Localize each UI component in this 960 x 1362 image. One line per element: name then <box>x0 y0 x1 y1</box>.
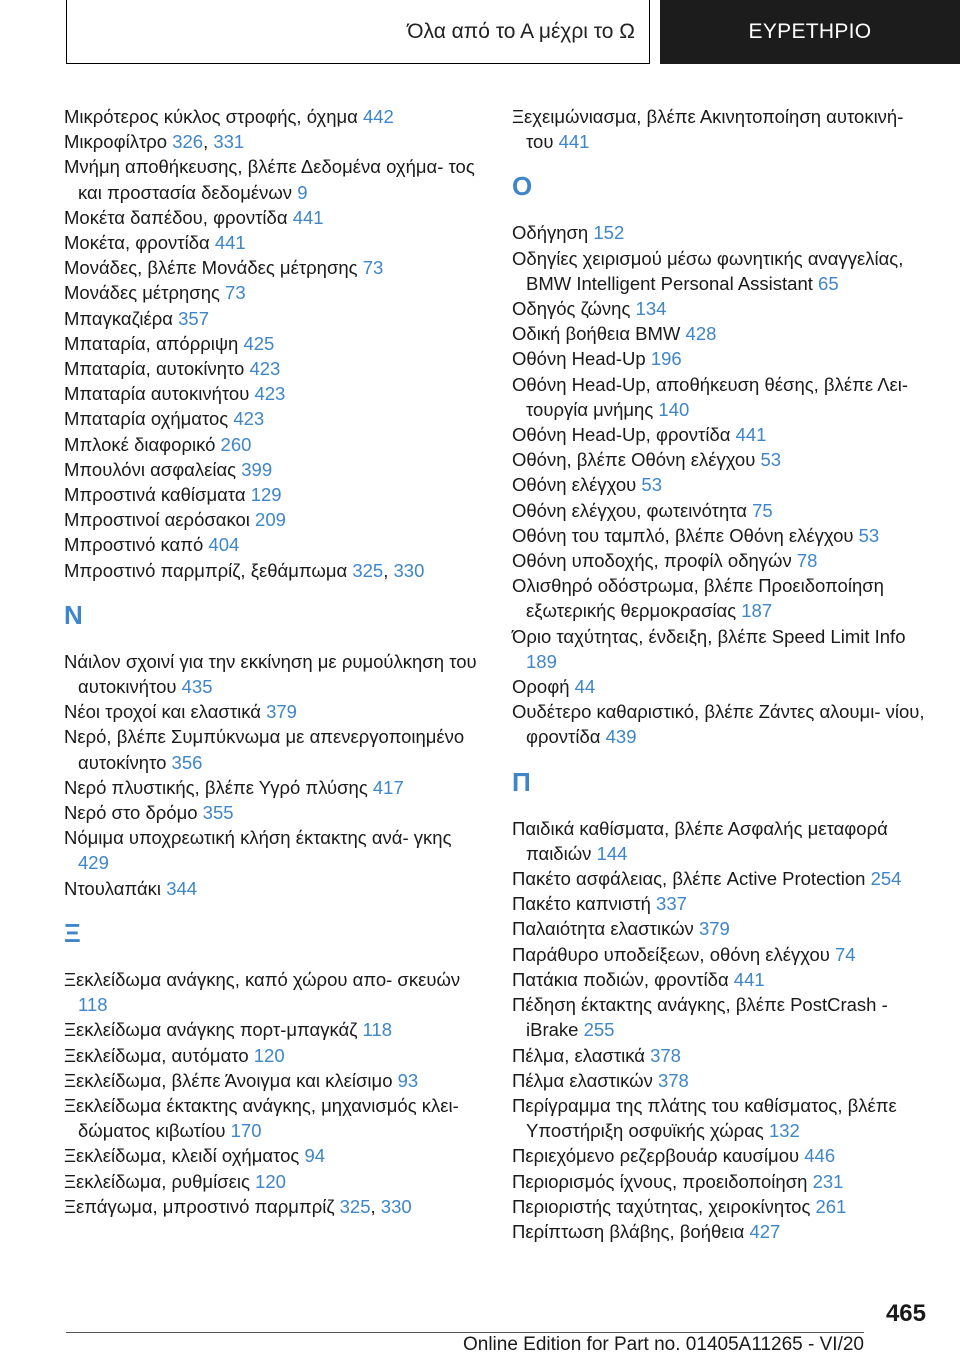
index-entry <box>512 1143 932 1168</box>
index-entry-text: Οθόνη Head-Up <box>512 348 651 370</box>
page-link[interactable]: 187 <box>741 600 773 622</box>
index-entry-text: Οδική βοήθεια BMW <box>512 323 686 345</box>
index-entry-text: Ξεκλείδωμα ανάγκης, καπό χώρου απο- σκευών <box>64 968 461 990</box>
index-entry-text: Οθόνη Head-Up, φροντίδα <box>512 424 736 446</box>
page-link[interactable]: 399 <box>241 458 273 480</box>
index-entry <box>512 866 932 891</box>
index-entry-text: Ξεκλείδωμα, κλειδί οχήματος <box>64 1145 305 1167</box>
index-entry <box>512 573 932 623</box>
page-link[interactable]: 337 <box>656 893 687 915</box>
page-link[interactable]: 53 <box>760 449 782 471</box>
index-letter-heading: Π <box>512 766 531 797</box>
page-link[interactable]: 441 <box>214 232 246 254</box>
index-entry <box>512 447 932 472</box>
index-entry-text: Οθόνη Head-Up, αποθήκευση θέσης, βλέπε Λει- τουργία μνήμης <box>512 373 909 420</box>
index-entry <box>512 624 932 674</box>
page-link[interactable]: 94 <box>304 1145 326 1167</box>
index-entry <box>512 346 932 371</box>
page-link[interactable]: 53 <box>858 524 880 546</box>
index-entry: Μπροστινό παρμπρίζ, ξεθάμπωμα 325, 330 <box>64 559 425 581</box>
index-entry-text: Ξεπάγωμα, μπροστινό παρμπρίζ <box>64 1195 340 1217</box>
index-entry <box>64 1068 484 1093</box>
page-link[interactable]: 189 <box>526 650 557 672</box>
index-entry-text: Νάιλον σχοινί για την εκκίνηση με ρυμούλκηση του αυτοκινήτου <box>64 650 477 698</box>
page-link[interactable]: 379 <box>698 918 730 940</box>
page-link[interactable]: 404 <box>208 534 240 556</box>
index-entry <box>64 457 484 482</box>
page-link[interactable]: 441 <box>733 968 765 990</box>
page-link[interactable]: 331 <box>213 131 245 153</box>
page-link[interactable]: 73 <box>225 282 246 304</box>
index-entry <box>512 321 932 346</box>
page-link[interactable]: 325 <box>352 559 384 581</box>
index-entry-text: Περίπτωση βλάβης, βοήθεια <box>512 1220 750 1242</box>
breadcrumb-label: Όλα από το Α μέχρι το Ω <box>407 19 635 43</box>
index-entry <box>64 432 484 457</box>
page-link[interactable]: 441 <box>735 424 767 446</box>
page-link[interactable]: 344 <box>166 877 198 899</box>
section-tab-label: ΕΥΡΕΤΗΡΙΟ <box>748 20 872 43</box>
index-entry-text: Πατάκια ποδιών, φροντίδα <box>512 968 734 990</box>
index-entry <box>512 1194 932 1219</box>
page-link[interactable]: 152 <box>593 222 625 244</box>
index-entry-text: Οθόνη του ταμπλό, βλέπε Οθόνη ελέγχου <box>512 524 859 546</box>
page-link[interactable]: 73 <box>362 257 384 279</box>
index-entry <box>64 255 484 280</box>
page-link[interactable]: 429 <box>78 852 109 874</box>
page-link[interactable]: 134 <box>635 298 667 320</box>
index-entry <box>64 775 484 800</box>
index-entry <box>512 1169 932 1194</box>
index-entry <box>512 523 932 548</box>
page-link[interactable]: 260 <box>220 433 252 455</box>
index-letter-heading: Ξ <box>64 917 81 948</box>
index-entry-text: Μπροστινό καπό <box>64 534 209 556</box>
index-entry-text: Νερό στο δρόμο <box>64 802 203 824</box>
index-entry-text: Μονάδες, βλέπε Μονάδες μέτρησης <box>64 257 363 279</box>
page-link[interactable]: 118 <box>78 994 108 1016</box>
index-entry-text: Πέλμα, ελαστικά <box>512 1044 651 1066</box>
index-entry <box>512 699 932 749</box>
index-entry <box>512 422 932 447</box>
index-entry <box>64 230 484 255</box>
page-link[interactable]: 170 <box>230 1120 262 1142</box>
page-link[interactable]: 441 <box>558 131 590 153</box>
index-entry-text: Νερό πλυστικής, βλέπε Υγρό πλύσης <box>64 776 373 798</box>
index-entry-text: Ξεχειμώνιασμα, βλέπε Ακινητοποίηση αυτοκινή- του <box>512 106 904 153</box>
page-link[interactable]: 379 <box>266 701 297 723</box>
index-entry <box>64 967 484 1017</box>
index-entry <box>512 372 932 422</box>
page-link[interactable]: 355 <box>202 802 234 824</box>
page-link[interactable]: 118 <box>362 1019 392 1041</box>
index-entry-text: Περιεχόμενο ρεζερβουάρ καυσίμου <box>512 1145 805 1167</box>
page-link[interactable]: 261 <box>815 1195 847 1217</box>
page-link[interactable]: 427 <box>749 1220 781 1242</box>
index-entry <box>512 942 932 967</box>
index-entry-text: Πακέτο καπνιστή <box>512 893 657 915</box>
index-entry-text: Μικρότερος κύκλος στροφής, όχημα <box>64 106 363 127</box>
index-entry-text: Περιοριστής ταχύτητας, χειροκίνητος <box>512 1195 816 1217</box>
page-link[interactable]: 357 <box>178 307 209 329</box>
index-entry <box>64 306 484 331</box>
footer-divider <box>66 1332 864 1333</box>
index-entry <box>64 699 484 724</box>
index-entry <box>64 532 484 557</box>
index-entry <box>64 649 484 699</box>
index-entry-text: Οθόνη ελέγχου <box>512 474 642 496</box>
page-link[interactable]: 441 <box>292 206 324 228</box>
index-entry-text: Μπαταρία οχήματος <box>64 408 234 430</box>
index-entry <box>512 246 932 296</box>
breadcrumb-tab[interactable] <box>66 0 650 64</box>
index-entry <box>64 482 484 507</box>
page-link[interactable]: 378 <box>650 1044 681 1066</box>
page-link[interactable]: 439 <box>605 726 637 748</box>
index-entry <box>64 507 484 532</box>
index-entry-text: Νόμιμα υποχρεωτική κλήση έκτακτης ανά- γκης <box>64 827 452 849</box>
index-entry-text: Οδηγίες χειρισμού μέσω φωνητικής αναγγελίας, BMW Intelligent Personal Assistant <box>512 247 904 294</box>
index-entry-text: Μπαταρία αυτοκινήτου <box>64 383 255 405</box>
index-entry <box>64 724 484 774</box>
index-entry <box>512 472 932 497</box>
page-link[interactable]: 144 <box>596 842 628 864</box>
page-link[interactable]: 120 <box>255 1170 286 1192</box>
index-entry <box>64 280 484 305</box>
index-entry <box>512 967 932 992</box>
index-entry <box>512 1093 932 1143</box>
page-link[interactable]: 417 <box>372 776 404 798</box>
index-entry-text: Ξεκλείδωμα, βλέπε Άνοιγμα και κλείσιμο <box>64 1069 398 1091</box>
index-entry <box>512 916 932 941</box>
page-link[interactable]: 75 <box>752 499 773 521</box>
page-link[interactable]: 254 <box>870 868 902 890</box>
page-link[interactable]: 209 <box>255 509 286 531</box>
index-entry-text: Ουδέτερο καθαριστικό, βλέπε Ζάντες αλουμι- νίου, φροντίδα <box>512 701 925 748</box>
page-link[interactable]: 74 <box>835 943 856 965</box>
index-entry <box>512 1068 932 1093</box>
page-link[interactable]: 325 <box>339 1195 371 1217</box>
page-link[interactable]: 196 <box>650 348 682 370</box>
page-link[interactable]: 9 <box>297 181 308 203</box>
index-entry-text: Μπροστινό παρμπρίζ, ξεθάμπωμα <box>64 559 353 581</box>
index-column-right <box>512 104 932 1244</box>
index-column-left <box>64 104 484 1219</box>
index-entry <box>64 381 484 406</box>
page-link[interactable]: 423 <box>254 383 286 405</box>
section-tab-index[interactable] <box>660 0 960 64</box>
index-entry <box>64 104 484 129</box>
index-entry-text: Ολισθηρό οδόστρωμα, βλέπε Προειδοποίηση εξωτερικής θερμοκρασίας <box>512 575 884 622</box>
index-entry <box>64 1093 484 1143</box>
page-link[interactable]: 356 <box>171 751 203 773</box>
index-entry-text: Μπαταρία, απόρριψη <box>64 332 244 354</box>
index-entry: Ξεπάγωμα, μπροστινό παρμπρίζ 325, 330 <box>64 1195 412 1217</box>
index-letter-heading: Ο <box>512 171 533 202</box>
index-entry-text: Μοκέτα, φροντίδα <box>64 232 215 254</box>
index-entry <box>64 331 484 356</box>
index-entry <box>512 498 932 523</box>
index-letter-heading: Ν <box>64 599 83 630</box>
page-link[interactable]: 435 <box>181 676 213 698</box>
page-link[interactable]: 330 <box>393 559 425 581</box>
index-entry-text: Ξεκλείδωμα, ρυθμίσεις <box>64 1170 256 1192</box>
index-entry <box>64 406 484 431</box>
index-entry-text: Νερό, βλέπε Συμπύκνωμα με απενεργοποιημένο αυτοκίνητο <box>64 726 465 773</box>
index-entry-text: Περιορισμός ίχνους, προειδοποίηση <box>512 1170 813 1192</box>
page-link[interactable]: 330 <box>380 1195 412 1217</box>
page-number: 465 <box>885 1300 926 1327</box>
index-entry-text: Μονάδες μέτρησης <box>64 282 226 304</box>
index-entry-text: Παράθυρο υποδείξεων, οθόνη ελέγχου <box>512 943 836 965</box>
index-entry-text: Μπροστινοί αερόσακοι <box>64 509 256 531</box>
index-entry-text: Μικροφίλτρο <box>64 131 173 153</box>
page-link[interactable]: 423 <box>233 408 265 430</box>
index-entry <box>64 1017 484 1042</box>
index-entry-text: Μνήμη αποθήκευσης, βλέπε Δεδομένα οχήμα- τος και προστασία δεδομένων <box>64 156 475 203</box>
index-entry <box>64 1169 484 1194</box>
index-entry-text: Πέλμα ελαστικών <box>512 1069 658 1091</box>
index-entry <box>64 356 484 381</box>
index-entry <box>512 1043 932 1068</box>
index-entry-text: Μπροστινά καθίσματα <box>64 484 251 506</box>
index-entry <box>512 992 932 1042</box>
index-entry-text: Παιδικά καθίσματα, βλέπε Ασφαλής μεταφορά παιδιών <box>512 817 888 864</box>
edition-note: Online Edition for Part no. 01405A11265 - VI/20 <box>462 1334 864 1355</box>
page-link[interactable]: 442 <box>362 106 394 127</box>
index-entry <box>512 548 932 573</box>
index-entry-text: Μοκέτα δαπέδου, φροντίδα <box>64 206 293 228</box>
index-entry <box>64 876 484 901</box>
index-entry <box>512 816 932 866</box>
index-entry-text: Ξεκλείδωμα, αυτόματο <box>64 1044 254 1066</box>
index-entry-text: Ντουλαπάκι <box>64 877 167 899</box>
index-entry-text: Οροφή <box>512 676 575 698</box>
index-entry-text: Όριο ταχύτητας, ένδειξη, βλέπε Speed Limit Info <box>512 625 906 647</box>
page-link[interactable]: 425 <box>243 332 275 354</box>
index-entry: Μικροφίλτρο 326, 331 <box>64 131 245 153</box>
page-link[interactable]: 446 <box>804 1145 836 1167</box>
index-entry-text: Νέοι τροχοί και ελαστικά <box>64 701 267 723</box>
index-entry-text: Μπουλόνι ασφαλείας <box>64 458 242 480</box>
index-entry-text: Οδηγός ζώνης <box>512 298 636 320</box>
index-entry <box>512 674 932 699</box>
index-entry-text: Οδήγηση <box>512 222 594 244</box>
index-entry <box>64 1143 484 1168</box>
page-link[interactable]: 44 <box>574 676 596 698</box>
page-link[interactable]: 326 <box>172 131 204 153</box>
index-entry <box>512 296 932 321</box>
page-link[interactable]: 423 <box>249 358 281 380</box>
page-link[interactable]: 378 <box>657 1069 689 1091</box>
page-link[interactable]: 231 <box>812 1170 844 1192</box>
index-entry-text: Μπλοκέ διαφορικό <box>64 433 221 455</box>
index-entry-text: Παλαιότητα ελαστικών <box>512 918 699 940</box>
page-link[interactable]: 132 <box>768 1120 800 1142</box>
index-entry-text: Μπαταρία, αυτοκίνητο <box>64 358 250 380</box>
page-link[interactable]: 120 <box>253 1044 285 1066</box>
index-entry <box>64 825 484 875</box>
index-entry <box>512 891 932 916</box>
index-entry-text: Ξεκλείδωμα έκτακτης ανάγκης, μηχανισμός κλει- δώματος κιβωτίου <box>64 1094 459 1142</box>
index-entry <box>512 104 932 154</box>
index-entry <box>64 154 484 204</box>
index-entry <box>512 220 932 245</box>
page-link[interactable]: 428 <box>685 323 717 345</box>
page-link[interactable]: 93 <box>397 1069 419 1091</box>
page-link[interactable]: 53 <box>641 474 662 496</box>
index-entry-text: Πακέτο ασφάλειας, βλέπε Active Protection <box>512 868 871 890</box>
index-entry-text: Οθόνη υποδοχής, προφίλ οδηγών <box>512 550 797 572</box>
index-entry-text: Πέδηση έκτακτης ανάγκης, βλέπε PostCrash - iBrake <box>512 994 888 1041</box>
page-link[interactable]: 65 <box>818 272 839 294</box>
page-link[interactable]: 129 <box>250 484 282 506</box>
page-link[interactable]: 255 <box>583 1019 615 1041</box>
page-link[interactable]: 140 <box>658 398 690 420</box>
index-entry-text: Οθόνη ελέγχου, φωτεινότητα <box>512 499 753 521</box>
index-entry-text: Οθόνη, βλέπε Οθόνη ελέγχου <box>512 449 761 471</box>
index-entry-text: Μπαγκαζιέρα <box>64 307 179 329</box>
index-entry-text: Περίγραμμα της πλάτης του καθίσματος, βλέπε Υποστήριξη οσφυϊκής χώρας <box>512 1094 897 1142</box>
page-link[interactable]: 78 <box>796 550 818 572</box>
index-entry <box>64 1043 484 1068</box>
index-entry-text: Ξεκλείδωμα ανάγκης πορτ-μπαγκάζ <box>64 1019 363 1041</box>
index-entry <box>512 1219 932 1244</box>
index-entry <box>64 800 484 825</box>
index-entry <box>64 205 484 230</box>
